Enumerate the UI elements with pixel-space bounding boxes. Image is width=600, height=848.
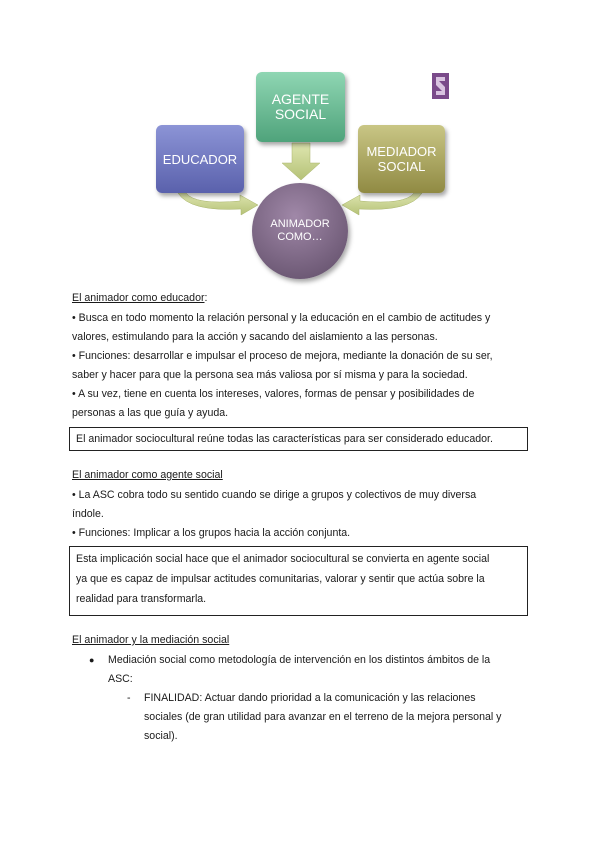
mediador-social-box (358, 125, 445, 193)
logo-icon (432, 73, 449, 99)
agente-label-1: AGENTE (271, 91, 330, 107)
highlight-box (69, 427, 528, 451)
dash-icon: - (127, 692, 131, 704)
arrow-educador (178, 193, 258, 215)
highlight-text: ya que es capaz de impulsar actitudes comunitarias, valorar y sentir que actúa sobre la (76, 573, 485, 585)
paragraph-line: personas a las que guía y ayuda. (72, 407, 229, 419)
arrow-agente (282, 143, 320, 180)
paragraph-line: índole. (72, 508, 104, 520)
arrow-mediador (342, 193, 422, 215)
highlight-box (69, 546, 528, 616)
sub-line: FINALIDAD: Actuar dando prioridad a la comunicación y las relaciones (144, 692, 476, 704)
sub-line: sociales (de gran utilidad para avanzar en el terreno de la mejora personal y (144, 711, 502, 723)
paragraph-line: • Funciones: Implicar a los grupos hacia la acción conjunta. (72, 527, 351, 539)
animador-circle (252, 183, 348, 279)
center-label-1: ANIMADOR (270, 218, 330, 230)
bullet-line: ASC: (108, 673, 133, 685)
center-label-2: COMO… (277, 231, 323, 243)
highlight-text: realidad para transformarla. (76, 593, 207, 605)
paragraph-line: • Funciones: desarrollar e impulsar el proceso de mejora, mediante la donación de su ser, (72, 350, 493, 362)
paragraph-line: • La ASC cobra todo su sentido cuando se dirige a grupos y colectivos de muy diversa (72, 489, 477, 501)
educador-label: EDUCADOR (162, 151, 238, 167)
agente-label-2: SOCIAL (274, 106, 327, 122)
section-heading: El animador como agente social (72, 469, 223, 481)
paragraph-line: • A su vez, tiene en cuenta los intereses, valores, formas de pensar y posibilidades de (72, 388, 475, 400)
mediador-label-1: MEDIADOR (366, 144, 437, 159)
paragraph-line: valores, estimulando para la acción y sacando del aislamiento a las personas. (72, 331, 438, 343)
agente-social-box (256, 72, 345, 142)
section-heading: El animador como educador (72, 292, 205, 304)
paragraph-line: saber y hacer para que la persona sea más valiosa por sí misma y para la sociedad. (72, 369, 468, 381)
section-heading: El animador y la mediación social (72, 634, 230, 646)
section-educador-heading-row (72, 292, 207, 304)
highlight-text: El animador sociocultural reúne todas las características para ser considerado educador. (76, 433, 493, 445)
educador-box (156, 125, 244, 193)
heading-suffix: : (204, 292, 208, 304)
highlight-text: Esta implicación social hace que el animador sociocultural se convierta en agente social (76, 553, 490, 565)
bullet-icon: ● (89, 655, 95, 665)
sub-line: social). (144, 730, 178, 742)
bullet-line: Mediación social como metodología de intervención en los distintos ámbitos de la (108, 654, 491, 666)
mediador-label-2: SOCIAL (377, 159, 426, 174)
paragraph-line: • Busca en todo momento la relación personal y la educación en el cambio de actitudes y (72, 312, 491, 324)
